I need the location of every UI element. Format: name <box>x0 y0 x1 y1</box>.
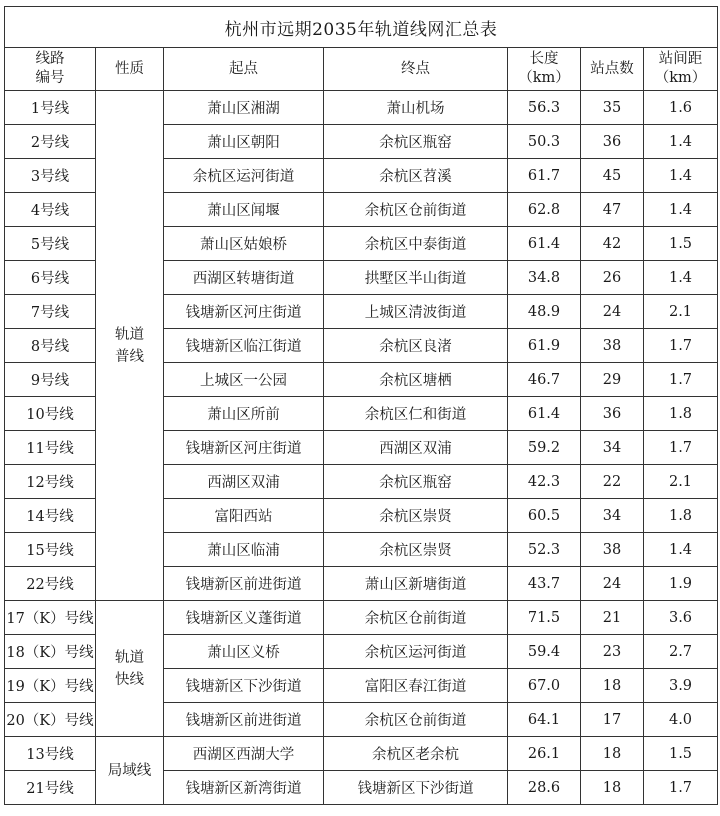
table-title-row <box>5 7 718 48</box>
cell-line: 6号线 <box>5 261 96 295</box>
cell-stations: 18 <box>581 771 644 805</box>
cell-start: 萧山区临浦 <box>164 533 324 567</box>
table-title: 杭州市远期2035年轨道线网汇总表 <box>5 7 718 48</box>
cell-start: 钱塘新区新湾街道 <box>164 771 324 805</box>
cell-spacing: 1.5 <box>644 737 718 771</box>
cell-start: 钱塘新区下沙街道 <box>164 669 324 703</box>
cell-stations: 38 <box>581 329 644 363</box>
cell-spacing: 1.4 <box>644 261 718 295</box>
cell-start: 富阳西站 <box>164 499 324 533</box>
cell-end: 余杭区运河街道 <box>324 635 508 669</box>
cell-stations: 18 <box>581 737 644 771</box>
header-length: 长度 （km） <box>508 48 581 91</box>
cell-start: 萧山区姑娘桥 <box>164 227 324 261</box>
cell-line: 11号线 <box>5 431 96 465</box>
cell-stations: 38 <box>581 533 644 567</box>
cell-length: 50.3 <box>508 125 581 159</box>
cell-spacing: 3.9 <box>644 669 718 703</box>
cell-end: 萧山机场 <box>324 91 508 125</box>
cell-start: 余杭区运河街道 <box>164 159 324 193</box>
cell-stations: 21 <box>581 601 644 635</box>
cell-line: 19（K）号线 <box>5 669 96 703</box>
table-row <box>5 737 718 771</box>
cell-end: 余杭区中泰街道 <box>324 227 508 261</box>
cell-line: 15号线 <box>5 533 96 567</box>
cell-start: 西湖区西湖大学 <box>164 737 324 771</box>
cell-end: 钱塘新区下沙街道 <box>324 771 508 805</box>
cell-spacing: 1.6 <box>644 91 718 125</box>
cell-spacing: 1.9 <box>644 567 718 601</box>
cell-stations: 47 <box>581 193 644 227</box>
cell-length: 67.0 <box>508 669 581 703</box>
cell-spacing: 3.6 <box>644 601 718 635</box>
summary-table-container <box>4 6 717 805</box>
cell-line: 8号线 <box>5 329 96 363</box>
cell-length: 28.6 <box>508 771 581 805</box>
cell-start: 钱塘新区前进街道 <box>164 567 324 601</box>
cell-end: 余杭区仓前街道 <box>324 601 508 635</box>
cell-end: 余杭区苕溪 <box>324 159 508 193</box>
cell-end: 余杭区仓前街道 <box>324 703 508 737</box>
cell-spacing: 4.0 <box>644 703 718 737</box>
cell-stations: 18 <box>581 669 644 703</box>
table-row <box>5 601 718 635</box>
cell-start: 西湖区双浦 <box>164 465 324 499</box>
cell-length: 26.1 <box>508 737 581 771</box>
cell-length: 61.4 <box>508 227 581 261</box>
cell-line: 18（K）号线 <box>5 635 96 669</box>
cell-stations: 34 <box>581 431 644 465</box>
cell-length: 56.3 <box>508 91 581 125</box>
cell-spacing: 1.8 <box>644 499 718 533</box>
cell-line: 2号线 <box>5 125 96 159</box>
cell-start: 钱塘新区河庄街道 <box>164 295 324 329</box>
cell-stations: 34 <box>581 499 644 533</box>
cell-line: 1号线 <box>5 91 96 125</box>
cell-length: 61.4 <box>508 397 581 431</box>
cell-spacing: 1.5 <box>644 227 718 261</box>
cell-end: 余杭区仓前街道 <box>324 193 508 227</box>
cell-spacing: 2.1 <box>644 295 718 329</box>
cell-length: 46.7 <box>508 363 581 397</box>
cell-line: 14号线 <box>5 499 96 533</box>
cell-length: 48.9 <box>508 295 581 329</box>
cell-line: 12号线 <box>5 465 96 499</box>
header-spacing: 站间距 （km） <box>644 48 718 91</box>
cell-length: 64.1 <box>508 703 581 737</box>
cell-line: 4号线 <box>5 193 96 227</box>
cell-length: 43.7 <box>508 567 581 601</box>
cell-stations: 24 <box>581 295 644 329</box>
rail-network-table <box>4 6 718 805</box>
cell-length: 59.4 <box>508 635 581 669</box>
cell-length: 42.3 <box>508 465 581 499</box>
cell-spacing: 1.7 <box>644 771 718 805</box>
header-stations: 站点数 <box>581 48 644 91</box>
cell-start: 萧山区朝阳 <box>164 125 324 159</box>
cell-stations: 22 <box>581 465 644 499</box>
cell-spacing: 1.7 <box>644 363 718 397</box>
cell-spacing: 1.4 <box>644 533 718 567</box>
cell-start: 萧山区义桥 <box>164 635 324 669</box>
cell-length: 62.8 <box>508 193 581 227</box>
cell-stations: 29 <box>581 363 644 397</box>
cell-start: 钱塘新区义蓬街道 <box>164 601 324 635</box>
cell-line: 3号线 <box>5 159 96 193</box>
cell-spacing: 1.4 <box>644 193 718 227</box>
cell-line: 22号线 <box>5 567 96 601</box>
cell-start: 上城区一公园 <box>164 363 324 397</box>
cell-end: 富阳区春江街道 <box>324 669 508 703</box>
cell-spacing: 1.8 <box>644 397 718 431</box>
cell-end: 余杭区崇贤 <box>324 499 508 533</box>
cell-start: 钱塘新区河庄街道 <box>164 431 324 465</box>
cell-stations: 36 <box>581 125 644 159</box>
cell-stations: 26 <box>581 261 644 295</box>
cell-line: 5号线 <box>5 227 96 261</box>
cell-line: 13号线 <box>5 737 96 771</box>
cell-stations: 45 <box>581 159 644 193</box>
cell-length: 71.5 <box>508 601 581 635</box>
category-express: 轨道 快线 <box>96 601 164 737</box>
cell-stations: 24 <box>581 567 644 601</box>
cell-start: 萧山区闻堰 <box>164 193 324 227</box>
cell-length: 61.9 <box>508 329 581 363</box>
cell-end: 萧山区新塘街道 <box>324 567 508 601</box>
header-start: 起点 <box>164 48 324 91</box>
header-row <box>5 48 718 91</box>
table-row <box>5 91 718 125</box>
cell-end: 上城区清波街道 <box>324 295 508 329</box>
cell-stations: 42 <box>581 227 644 261</box>
cell-spacing: 1.4 <box>644 159 718 193</box>
category-regular: 轨道 普线 <box>96 91 164 601</box>
cell-line: 21号线 <box>5 771 96 805</box>
cell-length: 61.7 <box>508 159 581 193</box>
cell-length: 60.5 <box>508 499 581 533</box>
cell-start: 西湖区转塘街道 <box>164 261 324 295</box>
cell-length: 34.8 <box>508 261 581 295</box>
cell-line: 17（K）号线 <box>5 601 96 635</box>
cell-stations: 35 <box>581 91 644 125</box>
cell-length: 59.2 <box>508 431 581 465</box>
cell-line: 9号线 <box>5 363 96 397</box>
cell-start: 萧山区湘湖 <box>164 91 324 125</box>
cell-end: 余杭区老余杭 <box>324 737 508 771</box>
cell-start: 钱塘新区前进街道 <box>164 703 324 737</box>
cell-stations: 17 <box>581 703 644 737</box>
cell-start: 钱塘新区临江街道 <box>164 329 324 363</box>
cell-end: 余杭区崇贤 <box>324 533 508 567</box>
cell-end: 余杭区塘栖 <box>324 363 508 397</box>
cell-stations: 23 <box>581 635 644 669</box>
cell-line: 10号线 <box>5 397 96 431</box>
table-body <box>5 91 718 805</box>
cell-spacing: 1.4 <box>644 125 718 159</box>
cell-line: 7号线 <box>5 295 96 329</box>
cell-length: 52.3 <box>508 533 581 567</box>
cell-start: 萧山区所前 <box>164 397 324 431</box>
cell-line: 20（K）号线 <box>5 703 96 737</box>
cell-spacing: 1.7 <box>644 329 718 363</box>
cell-stations: 36 <box>581 397 644 431</box>
cell-spacing: 1.7 <box>644 431 718 465</box>
cell-end: 余杭区仁和街道 <box>324 397 508 431</box>
cell-spacing: 2.1 <box>644 465 718 499</box>
cell-end: 西湖区双浦 <box>324 431 508 465</box>
header-nature: 性质 <box>96 48 164 91</box>
category-regional: 局域线 <box>96 737 164 805</box>
header-end: 终点 <box>324 48 508 91</box>
cell-end: 余杭区瓶窑 <box>324 125 508 159</box>
cell-end: 余杭区瓶窑 <box>324 465 508 499</box>
cell-end: 余杭区良渚 <box>324 329 508 363</box>
header-line-no: 线路 编号 <box>5 48 96 91</box>
cell-spacing: 2.7 <box>644 635 718 669</box>
cell-end: 拱墅区半山街道 <box>324 261 508 295</box>
